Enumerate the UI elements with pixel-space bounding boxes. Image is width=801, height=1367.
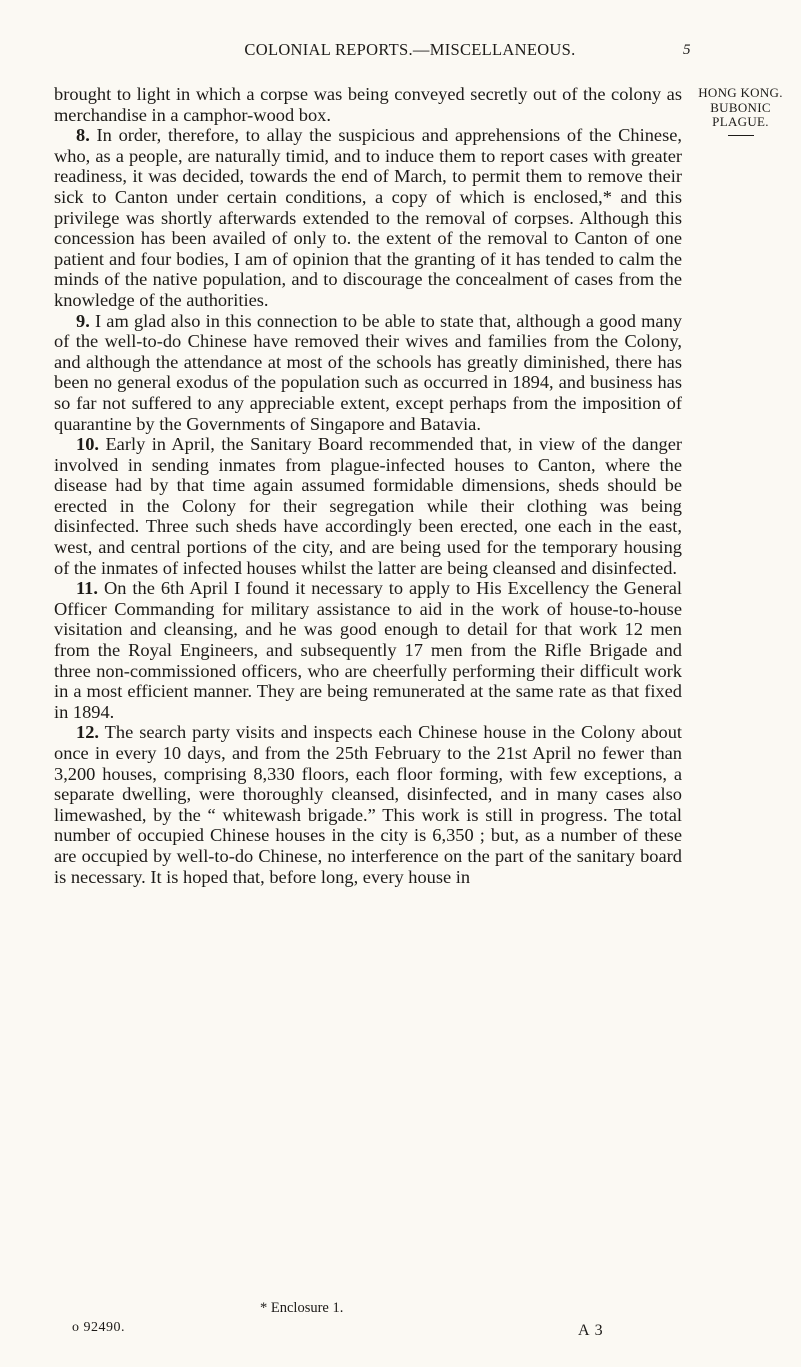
margin-note <box>683 86 798 136</box>
paragraph-12 <box>54 722 682 887</box>
paragraph-text: On the 6th April I found it necessary to apply to His Excellency the General Officer Commanding for military assistance to aid in the work of house-to-house visitation and cleansing, and he was good enough to detail for that work 12 men from the Royal Engineers, and subsequently 17 men from the Rifle Brigade and three non-commissioned officers, who are cheerfully performing their difficult work in a most efficient manner. They are being remunerated at the same rate as that fixed in 1894. <box>54 578 682 722</box>
margin-note-line: BUBONIC <box>710 99 771 115</box>
paragraph-number: 8. <box>76 125 90 146</box>
paragraph-9 <box>54 311 682 435</box>
paragraph-10 <box>54 434 682 578</box>
printer-code: o 92490. <box>72 1320 125 1335</box>
paragraph-number: 11. <box>76 578 98 599</box>
paragraph-text: Early in April, the Sanitary Board recommended that, in view of the danger involved in sending inmates from plague-infected houses to Canton, where the disease had by that time again assumed formidable dimensions, sheds should be erected in the Colony for their segregation while their clothing was being disinfected. Three such sheds have accordingly been erected, one each in the east, west, and central portions of the city, and are being used for the temporary housing of the inmates of infected houses whilst the latter are being cleansed and disinfected. <box>54 434 682 578</box>
paragraph-text: I am glad also in this connection to be able to state that, although a good many of the well-to-do Chinese have removed their wives and families from the Colony, and although the attendance at most of the schools has greatly diminished, there has been no general exodus of the population such as occurred in 1894, and business has so far not suffered to any appreciable extent, except perhaps from the imposition of quarantine by the Governments of Singapore and Batavia. <box>54 310 682 434</box>
report-body <box>54 84 682 887</box>
margin-note-rule <box>728 135 754 136</box>
paragraph-continuation: brought to light in which a corpse was being conveyed secretly out of the colony as merchandise in a camphor-wood box. <box>54 84 682 125</box>
paragraph-number: 12. <box>76 722 99 743</box>
paragraph-number: 9. <box>76 310 90 331</box>
paragraph-text: The search party visits and inspects each Chinese house in the Colony about once in every 10 days, and from the 25th February to the 21st April no fewer than 3,200 houses, comprising 8,330 floors, each floor forming, with few exceptions, a separate dwelling, were thoroughly cleansed, disinfected, and in many cases also limewashed, by the “ whitewash brigade.” This work is still in progress. The total number of occupied Chinese houses in the city is 6,350 ; but, as a number of these are occupied by well-to-do Chinese, no interference on the part of the sanitary board is necessary. It is hoped that, before long, every house in <box>54 722 683 887</box>
paragraph-11 <box>54 578 682 722</box>
paragraph-number: 10. <box>76 434 99 455</box>
running-header: COLONIAL REPORTS.—MISCELLANEOUS. <box>244 40 576 59</box>
margin-note-line: HONG KONG. <box>698 85 783 100</box>
paragraph-text: In order, therefore, to allay the suspicious and apprehensions of the Chinese, who, as a people, are naturally timid, and to induce them to report cases with greater readiness, it was decided, towards the end of March, to permit them to remove their sick to Canton under certain conditions, a copy of which is enclosed,* and this privilege was shortly afterwards extended to the removal of corpses. Although this concession has been availed of only to. the extent of the removal to Canton of one patient and four bodies, I am of opinion that the granting of it has tended to calm the minds of the native population, and to discourage the concealment of cases from the knowledge of the authorities. <box>54 125 682 310</box>
margin-note-line: PLAGUE. <box>712 114 769 129</box>
footnote: * Enclosure 1. <box>260 1300 344 1316</box>
signature-mark: A 3 <box>578 1322 604 1339</box>
paragraph-8 <box>54 125 682 310</box>
page-number: 5 <box>683 42 691 58</box>
